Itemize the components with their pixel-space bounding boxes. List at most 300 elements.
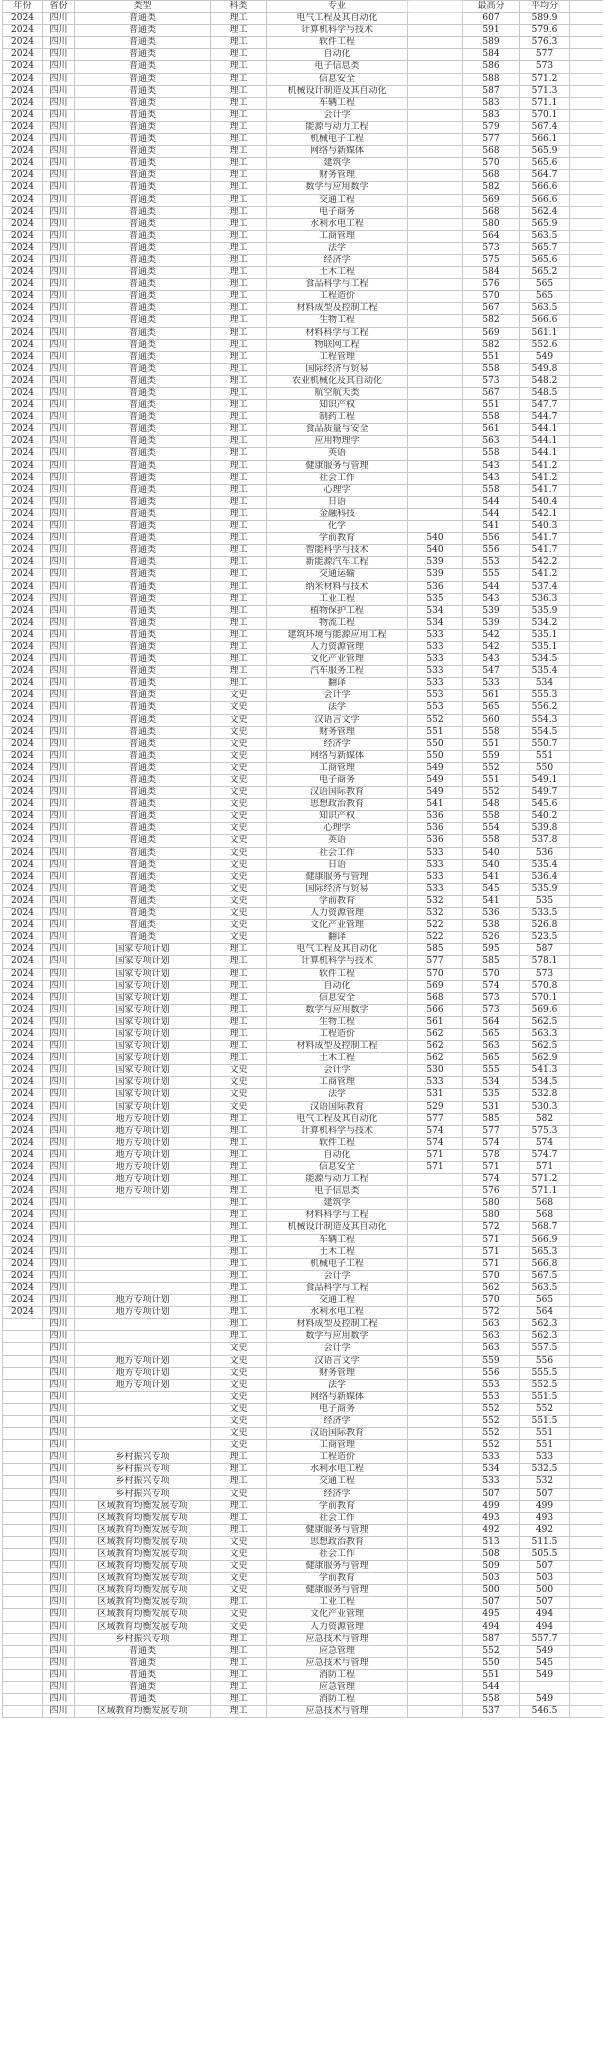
avg-score-cell: 503 [520, 1573, 570, 1585]
major-cell: 建筑学 [267, 158, 408, 170]
province-cell: 四川 [43, 714, 75, 726]
min-score-cell [408, 351, 463, 363]
major-cell: 人力资源管理 [267, 908, 408, 920]
subject-cell: 理工 [211, 641, 267, 653]
max-score-cell: 570 [463, 291, 520, 303]
type-cell: 普通类 [75, 109, 211, 121]
table-row [3, 521, 603, 533]
max-score-cell: 558 [463, 363, 520, 375]
table-row [3, 448, 603, 460]
max-score-cell: 595 [463, 944, 520, 956]
min-score-cell: 529 [408, 1101, 463, 1113]
avg-score-cell: 549 [520, 1694, 570, 1706]
avg-score-cell: 565.2 [520, 267, 570, 279]
table-row [3, 944, 603, 956]
year-cell: 2024 [3, 1149, 43, 1161]
avg-score-cell: 566.6 [520, 182, 570, 194]
province-cell: 四川 [43, 400, 75, 412]
type-cell: 国家专项计划 [75, 1041, 211, 1053]
province-cell: 四川 [43, 1379, 75, 1391]
max-score-cell: 570 [463, 158, 520, 170]
table-row [3, 980, 603, 992]
major-cell: 知识产权 [267, 400, 408, 412]
subject-cell: 理工 [211, 1234, 267, 1246]
year-cell: 2024 [3, 1089, 43, 1101]
type-cell: 普通类 [75, 932, 211, 944]
major-cell: 数学与应用数学 [267, 1331, 408, 1343]
header-major: 专业 [267, 1, 408, 13]
province-cell: 四川 [43, 1621, 75, 1633]
year-cell: 2024 [3, 629, 43, 641]
major-cell: 物流工程 [267, 617, 408, 629]
max-score-cell: 573 [463, 242, 520, 254]
subject-cell: 理工 [211, 629, 267, 641]
province-cell: 四川 [43, 775, 75, 787]
table-row [3, 738, 603, 750]
type-cell: 普通类 [75, 629, 211, 641]
table-row [3, 859, 603, 871]
year-cell [3, 1621, 43, 1633]
max-score-cell: 553 [463, 1379, 520, 1391]
major-cell: 翻译 [267, 932, 408, 944]
province-cell: 四川 [43, 750, 75, 762]
min-score-cell [408, 146, 463, 158]
max-score-cell: 493 [463, 1512, 520, 1524]
province-cell: 四川 [43, 545, 75, 557]
max-score-cell: 585 [463, 956, 520, 968]
major-cell: 信息安全 [267, 992, 408, 1004]
major-cell: 信息安全 [267, 1162, 408, 1174]
max-score-cell: 576 [463, 1186, 520, 1198]
major-cell: 水利水电工程 [267, 1464, 408, 1476]
type-cell: 普通类 [75, 73, 211, 85]
province-cell: 四川 [43, 1089, 75, 1101]
spacer-cell [570, 230, 603, 242]
min-score-cell [408, 327, 463, 339]
max-score-cell: 573 [463, 1004, 520, 1016]
major-cell: 财务管理 [267, 726, 408, 738]
max-score-cell: 561 [463, 690, 520, 702]
spacer-cell [570, 267, 603, 279]
subject-cell: 理工 [211, 109, 267, 121]
province-cell: 四川 [43, 1609, 75, 1621]
spacer-cell [570, 762, 603, 774]
max-score-cell: 568 [463, 146, 520, 158]
subject-cell: 理工 [211, 1053, 267, 1065]
subject-cell: 理工 [211, 303, 267, 315]
major-cell: 网络与新媒体 [267, 146, 408, 158]
table-row [3, 871, 603, 883]
min-score-cell: 522 [408, 920, 463, 932]
max-score-cell: 513 [463, 1536, 520, 1548]
min-score-cell: 540 [408, 545, 463, 557]
min-score-cell [408, 1597, 463, 1609]
header-province: 省份 [43, 1, 75, 13]
province-cell: 四川 [43, 1307, 75, 1319]
type-cell: 普通类 [75, 412, 211, 424]
major-cell: 健康服务与管理 [267, 1524, 408, 1536]
min-score-cell [408, 1307, 463, 1319]
year-cell [3, 1633, 43, 1645]
year-cell: 2024 [3, 327, 43, 339]
province-cell: 四川 [43, 678, 75, 690]
max-score-cell: 540 [463, 847, 520, 859]
table-row [3, 1488, 603, 1500]
year-cell: 2024 [3, 194, 43, 206]
type-cell: 普通类 [75, 97, 211, 109]
major-cell: 化学 [267, 521, 408, 533]
subject-cell: 理工 [211, 1476, 267, 1488]
min-score-cell: 562 [408, 1053, 463, 1065]
type-cell [75, 1403, 211, 1415]
province-cell: 四川 [43, 932, 75, 944]
year-cell: 2024 [3, 726, 43, 738]
type-cell: 区域教育均衡发展专项 [75, 1585, 211, 1597]
type-cell [75, 1343, 211, 1355]
year-cell: 2024 [3, 702, 43, 714]
province-cell: 四川 [43, 460, 75, 472]
table-row [3, 593, 603, 605]
max-score-cell: 572 [463, 1307, 520, 1319]
spacer-cell [570, 158, 603, 170]
spacer-cell [570, 85, 603, 97]
avg-score-cell: 582 [520, 1113, 570, 1125]
avg-score-cell: 578.1 [520, 956, 570, 968]
type-cell: 普通类 [75, 533, 211, 545]
max-score-cell: 577 [463, 1125, 520, 1137]
table-row [3, 1016, 603, 1028]
min-score-cell: 550 [408, 750, 463, 762]
table-row [3, 1258, 603, 1270]
year-cell: 2024 [3, 254, 43, 266]
province-cell: 四川 [43, 1391, 75, 1403]
avg-score-cell: 571.3 [520, 85, 570, 97]
major-cell: 学前教育 [267, 1500, 408, 1512]
year-cell: 2024 [3, 315, 43, 327]
major-cell: 国际经济与贸易 [267, 883, 408, 895]
spacer-cell [570, 1597, 603, 1609]
min-score-cell: 532 [408, 908, 463, 920]
type-cell: 普通类 [75, 37, 211, 49]
subject-cell: 文史 [211, 1549, 267, 1561]
table-row [3, 847, 603, 859]
province-cell: 四川 [43, 1682, 75, 1694]
spacer-cell [570, 339, 603, 351]
subject-cell: 理工 [211, 968, 267, 980]
province-cell: 四川 [43, 1222, 75, 1234]
avg-score-cell: 554.3 [520, 714, 570, 726]
max-score-cell: 583 [463, 97, 520, 109]
table-row [3, 279, 603, 291]
year-cell: 2024 [3, 472, 43, 484]
avg-score-cell: 537.4 [520, 581, 570, 593]
max-score-cell: 551 [463, 400, 520, 412]
type-cell: 普通类 [75, 1682, 211, 1694]
major-cell: 社会工作 [267, 1512, 408, 1524]
min-score-cell [408, 1403, 463, 1415]
table-row [3, 85, 603, 97]
major-cell: 电气工程及其自动化 [267, 1113, 408, 1125]
major-cell: 软件工程 [267, 968, 408, 980]
max-score-cell: 574 [463, 1137, 520, 1149]
major-cell: 建筑学 [267, 1198, 408, 1210]
avg-score-cell: 532.5 [520, 1464, 570, 1476]
spacer-cell [570, 775, 603, 787]
subject-cell: 理工 [211, 1597, 267, 1609]
min-score-cell [408, 472, 463, 484]
min-score-cell [408, 85, 463, 97]
min-score-cell [408, 448, 463, 460]
max-score-cell: 558 [463, 412, 520, 424]
min-score-cell [408, 1282, 463, 1294]
major-cell: 制药工程 [267, 412, 408, 424]
province-cell: 四川 [43, 1415, 75, 1427]
type-cell: 区域教育均衡发展专项 [75, 1561, 211, 1573]
max-score-cell: 571 [463, 1246, 520, 1258]
type-cell: 普通类 [75, 61, 211, 73]
major-cell: 国际经济与贸易 [267, 363, 408, 375]
min-score-cell [408, 182, 463, 194]
type-cell: 普通类 [75, 388, 211, 400]
type-cell: 普通类 [75, 194, 211, 206]
min-score-cell [408, 1476, 463, 1488]
major-cell: 学前教育 [267, 895, 408, 907]
admission-score-table [2, 0, 603, 1718]
subject-cell: 文史 [211, 738, 267, 750]
max-score-cell: 563 [463, 1343, 520, 1355]
type-cell: 普通类 [75, 146, 211, 158]
avg-score-cell: 532.8 [520, 1089, 570, 1101]
subject-cell: 文史 [211, 883, 267, 895]
province-cell: 四川 [43, 968, 75, 980]
min-score-cell [408, 1295, 463, 1307]
type-cell: 区域教育均衡发展专项 [75, 1512, 211, 1524]
avg-score-cell: 526.8 [520, 920, 570, 932]
subject-cell: 文史 [211, 823, 267, 835]
max-score-cell: 571 [463, 1234, 520, 1246]
avg-score-cell: 566.6 [520, 194, 570, 206]
type-cell: 普通类 [75, 883, 211, 895]
max-score-cell: 526 [463, 932, 520, 944]
subject-cell: 理工 [211, 242, 267, 254]
avg-score-cell: 567.5 [520, 1270, 570, 1282]
year-cell: 2024 [3, 811, 43, 823]
subject-cell: 理工 [211, 1331, 267, 1343]
spacer-cell [570, 702, 603, 714]
type-cell: 普通类 [75, 375, 211, 387]
table-row [3, 920, 603, 932]
table-row [3, 678, 603, 690]
table-row [3, 496, 603, 508]
table-row [3, 1331, 603, 1343]
subject-cell: 理工 [211, 363, 267, 375]
table-row [3, 1706, 603, 1718]
province-cell: 四川 [43, 484, 75, 496]
table-body [3, 13, 603, 1718]
max-score-cell: 580 [463, 1210, 520, 1222]
type-cell [75, 1282, 211, 1294]
avg-score-cell: 566.6 [520, 315, 570, 327]
table-row [3, 1210, 603, 1222]
subject-cell: 理工 [211, 472, 267, 484]
avg-score-cell: 494 [520, 1609, 570, 1621]
major-cell: 英语 [267, 835, 408, 847]
year-cell: 2024 [3, 823, 43, 835]
type-cell: 普通类 [75, 1657, 211, 1669]
major-cell: 材料科学与工程 [267, 1210, 408, 1222]
spacer-cell [570, 303, 603, 315]
major-cell: 法学 [267, 1089, 408, 1101]
type-cell: 普通类 [75, 569, 211, 581]
min-score-cell: 522 [408, 932, 463, 944]
max-score-cell: 552 [463, 762, 520, 774]
max-score-cell: 509 [463, 1561, 520, 1573]
table-row [3, 73, 603, 85]
major-cell: 会计学 [267, 690, 408, 702]
min-score-cell [408, 1512, 463, 1524]
avg-score-cell: 540.4 [520, 496, 570, 508]
min-score-cell [408, 363, 463, 375]
subject-cell: 理工 [211, 569, 267, 581]
min-score-cell [408, 496, 463, 508]
type-cell: 普通类 [75, 230, 211, 242]
major-cell: 交通运输 [267, 569, 408, 581]
subject-cell: 理工 [211, 1295, 267, 1307]
table-row [3, 714, 603, 726]
subject-cell: 文史 [211, 1428, 267, 1440]
major-cell: 文化产业管理 [267, 920, 408, 932]
table-row [3, 968, 603, 980]
max-score-cell: 564 [463, 1016, 520, 1028]
max-score-cell: 578 [463, 1149, 520, 1161]
major-cell: 汉语言文学 [267, 714, 408, 726]
avg-score-cell: 565.9 [520, 146, 570, 158]
year-cell: 2024 [3, 508, 43, 520]
table-row [3, 1319, 603, 1331]
min-score-cell [408, 73, 463, 85]
subject-cell: 理工 [211, 1113, 267, 1125]
province-cell: 四川 [43, 315, 75, 327]
province-cell: 四川 [43, 158, 75, 170]
province-cell: 四川 [43, 375, 75, 387]
spacer-cell [570, 992, 603, 1004]
subject-cell: 文史 [211, 1609, 267, 1621]
type-cell [75, 1440, 211, 1452]
province-cell: 四川 [43, 230, 75, 242]
spacer-cell [570, 25, 603, 37]
max-score-cell: 571 [463, 1162, 520, 1174]
min-score-cell: 539 [408, 557, 463, 569]
subject-cell: 文史 [211, 1101, 267, 1113]
min-score-cell: 533 [408, 666, 463, 678]
province-cell: 四川 [43, 121, 75, 133]
year-cell: 2024 [3, 1028, 43, 1040]
year-cell: 2024 [3, 388, 43, 400]
max-score-cell: 563 [463, 1041, 520, 1053]
major-cell: 会计学 [267, 109, 408, 121]
province-cell: 四川 [43, 267, 75, 279]
province-cell: 四川 [43, 424, 75, 436]
subject-cell: 文史 [211, 1089, 267, 1101]
major-cell: 机械设计制造及其自动化 [267, 1222, 408, 1234]
spacer-cell [570, 1645, 603, 1657]
type-cell: 普通类 [75, 291, 211, 303]
table-row [3, 1464, 603, 1476]
min-score-cell [408, 388, 463, 400]
max-score-cell: 539 [463, 617, 520, 629]
province-cell: 四川 [43, 1331, 75, 1343]
min-score-cell [408, 1561, 463, 1573]
min-score-cell [408, 49, 463, 61]
year-cell: 2024 [3, 496, 43, 508]
subject-cell: 文史 [211, 811, 267, 823]
max-score-cell: 584 [463, 267, 520, 279]
year-cell: 2024 [3, 1137, 43, 1149]
year-cell: 2024 [3, 968, 43, 980]
min-score-cell [408, 460, 463, 472]
province-cell: 四川 [43, 1585, 75, 1597]
spacer-cell [570, 968, 603, 980]
year-cell: 2024 [3, 1258, 43, 1270]
province-cell: 四川 [43, 339, 75, 351]
province-cell: 四川 [43, 956, 75, 968]
max-score-cell: 580 [463, 218, 520, 230]
max-score-cell: 563 [463, 1319, 520, 1331]
type-cell: 地方专项计划 [75, 1113, 211, 1125]
major-cell: 思想政治教育 [267, 1536, 408, 1548]
table-row [3, 895, 603, 907]
province-cell: 四川 [43, 1149, 75, 1161]
spacer-cell [570, 1343, 603, 1355]
spacer-cell [570, 1355, 603, 1367]
spacer-cell [570, 49, 603, 61]
avg-score-cell: 566.1 [520, 134, 570, 146]
avg-score-cell: 556 [520, 1355, 570, 1367]
type-cell [75, 1415, 211, 1427]
spacer-cell [570, 666, 603, 678]
type-cell: 普通类 [75, 654, 211, 666]
spacer-cell [570, 750, 603, 762]
type-cell: 普通类 [75, 400, 211, 412]
table-row [3, 1089, 603, 1101]
avg-score-cell: 544.1 [520, 424, 570, 436]
subject-cell: 理工 [211, 521, 267, 533]
max-score-cell: 495 [463, 1609, 520, 1621]
max-score-cell: 582 [463, 315, 520, 327]
avg-score-cell: 562.9 [520, 1053, 570, 1065]
header-type: 类型 [75, 1, 211, 13]
max-score-cell: 575 [463, 254, 520, 266]
max-score-cell: 573 [463, 375, 520, 387]
major-cell: 食品质量与安全 [267, 424, 408, 436]
spacer-cell [570, 1004, 603, 1016]
max-score-cell: 562 [463, 1282, 520, 1294]
province-cell: 四川 [43, 847, 75, 859]
subject-cell: 文史 [211, 1621, 267, 1633]
province-cell: 四川 [43, 835, 75, 847]
year-cell [3, 1609, 43, 1621]
subject-cell: 理工 [211, 992, 267, 1004]
major-cell: 工程造价 [267, 291, 408, 303]
province-cell: 四川 [43, 1028, 75, 1040]
type-cell: 普通类 [75, 279, 211, 291]
min-score-cell: 531 [408, 1089, 463, 1101]
max-score-cell: 551 [463, 1669, 520, 1681]
major-cell: 自动化 [267, 1149, 408, 1161]
max-score-cell: 545 [463, 883, 520, 895]
subject-cell: 理工 [211, 666, 267, 678]
max-score-cell: 586 [463, 61, 520, 73]
